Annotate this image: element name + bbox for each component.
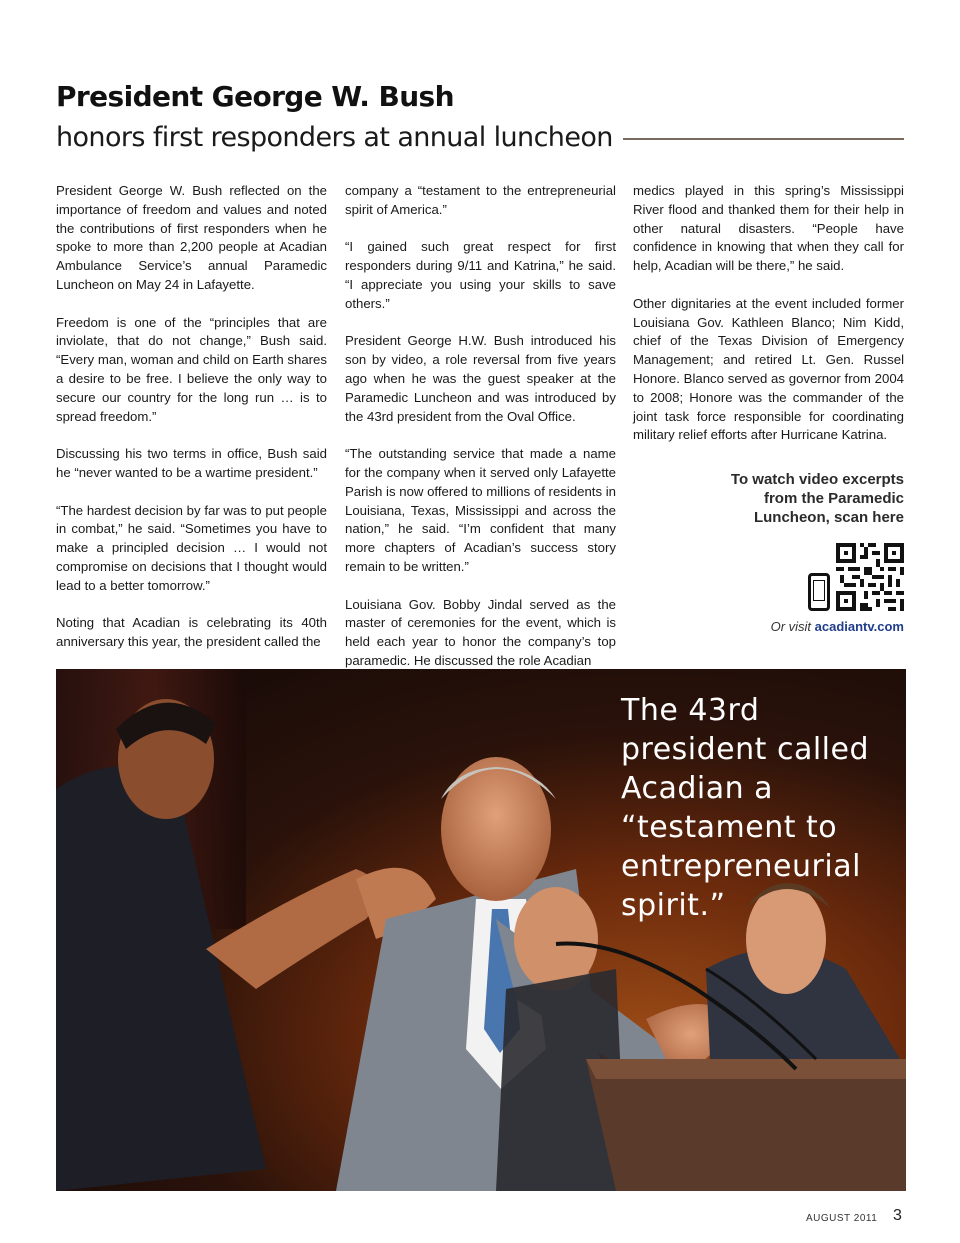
visit-line bbox=[633, 619, 904, 634]
quote-line: The 43rd bbox=[621, 693, 760, 728]
paragraph: Freedom is one of the “principles that are inviolate, that do not change,” Bush said. “Every man, woman and child on Earth shares a desire to be free. I believe the only way to secure our country for the long run … is to spread freedom.” bbox=[56, 314, 327, 424]
video-callout bbox=[633, 470, 904, 634]
quote-line: Acadian a bbox=[621, 771, 774, 806]
callout-line: To watch video excerpts bbox=[730, 471, 904, 488]
event-photo bbox=[56, 669, 906, 1191]
quote-line: spirit.” bbox=[621, 888, 726, 923]
paragraph: “The hardest decision by far was to put people in combat,” he said. “Sometimes you have to make a principled decision … I would not compromise on decisions that I thought would lead to a better tomorrow.” bbox=[56, 502, 327, 593]
text-column-2 bbox=[345, 182, 616, 690]
paragraph: “The outstanding service that made a name for the company when it served only Lafayette Parish is now offered to millions of residents in Louisiana, Texas, Mississippi and across the nation,” he said. “I’m confident that many more chapters of Acadian’s success story remain to be written.” bbox=[345, 446, 616, 574]
article-title: President George W. Bush bbox=[56, 80, 454, 113]
quote-line: “testament to bbox=[621, 810, 838, 845]
text-column-1 bbox=[56, 182, 327, 671]
paragraph: “I gained such great respect for first responders during 9/11 and Katrina,” he said. “I appreciate you using your skills to save others.” bbox=[345, 239, 616, 311]
paragraph: medics played in this spring’s Mississippi River flood and thanked them for their help in other natural disasters. “People have confidence in knowing that when they call for help, Acadian will be there,” he said. bbox=[633, 183, 904, 274]
qr-code-icon[interactable] bbox=[836, 543, 904, 611]
quote-line: president called bbox=[621, 732, 869, 767]
paragraph: President George W. Bush reflected on the importance of freedom and values and noted the contributions of first responders when he spoke to more than 2,200 people at Acadian Ambulance Service’s annual Paramedic Luncheon on May 24 in Lafayette. bbox=[56, 183, 327, 292]
smartphone-icon bbox=[808, 573, 830, 611]
title-rule bbox=[623, 138, 904, 140]
callout-line: Luncheon, scan here bbox=[753, 509, 904, 526]
paragraph: Noting that Acadian is celebrating its 40th anniversary this year, the president called the bbox=[56, 615, 327, 650]
paragraph: President George H.W. Bush introduced his son by video, a role reversal from five years ago when he was the guest speaker at the Paramedic Luncheon and was introduced by the 43rd president from the Oval Office. bbox=[345, 333, 616, 424]
paragraph: company a “testament to the entrepreneurial spirit of America.” bbox=[345, 183, 616, 217]
paragraph: Other dignitaries at the event included former Louisiana Gov. Kathleen Blanco; Nim Kidd, chief of the Texas Division of Emergency Management; and retired Lt. Gen. Russel Honore. Blanco served as governor from 2004 to 2008; Honore was the commander of the joint task force responsible for coordinating military relief efforts after Hurricane Katrina. bbox=[633, 295, 904, 443]
subtitle-row bbox=[56, 118, 904, 156]
issue-date: AUGUST 2011 bbox=[806, 1213, 878, 1224]
callout-line: from the Paramedic bbox=[763, 490, 904, 507]
qr-graphics bbox=[633, 543, 904, 611]
paragraph: Discussing his two terms in office, Bush said he “never wanted to be a wartime president.” bbox=[56, 446, 327, 480]
callout-heading bbox=[633, 470, 904, 527]
quote-line: entrepreneurial bbox=[621, 849, 861, 884]
page-number: 3 bbox=[893, 1207, 902, 1224]
visit-prefix: Or visit bbox=[770, 619, 815, 634]
text-column-3 bbox=[633, 182, 904, 464]
site-link[interactable]: acadiantv.com bbox=[814, 619, 904, 634]
pull-quote bbox=[621, 691, 891, 925]
article-subtitle: honors first responders at annual luncheon bbox=[56, 121, 613, 153]
paragraph: Louisiana Gov. Bobby Jindal served as the master of ceremonies for the event, which is held each year to honor the company’s top paramedic. He discussed the role Acadian bbox=[345, 596, 616, 668]
